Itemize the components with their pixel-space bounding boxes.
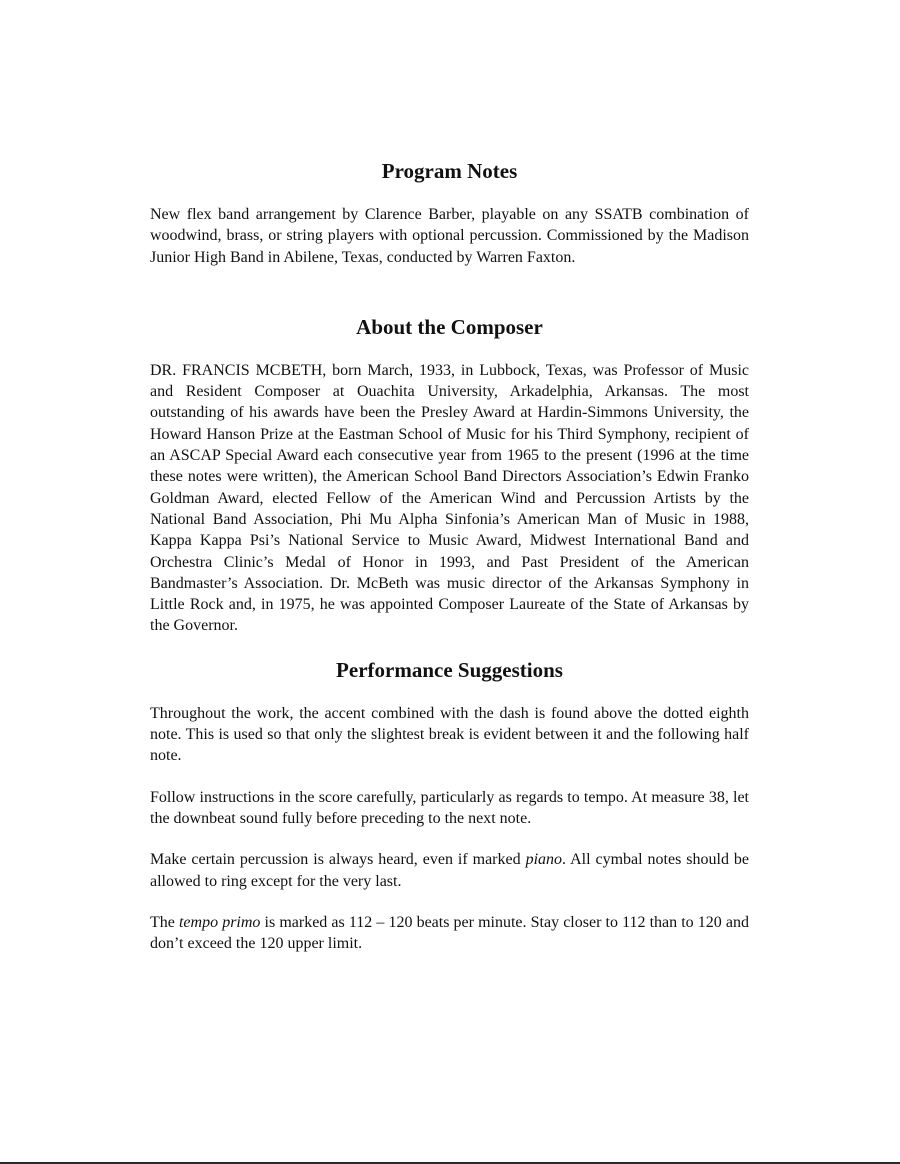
percussion-text-after: . All cymbal notes should be allowed to ring except for the very last. — [150, 851, 750, 890]
about-composer-heading: About the Composer — [356, 314, 543, 339]
about-composer-paragraph: DR. FRANCIS MCBETH, born March, 1933, in Lubbock, Texas, was Professor of Music and Resident Composer at Ouachita University, Arkadelphia, Arkansas. The most outstanding of his awards have been the Presley Award at Hardin-Simmons University, the Howard Hanson Prize at the Eastman School of Music for his Third Symphony, recipient of an ASCAP Special Award each consecutive year from 1965 to the present (1996 at the time these notes were written), the American School Band Directors Association’s Edwin Franko Goldman Award, elected Fellow of the American Wind and Percussion Artists by the National Band Association, Phi Mu Alpha Sinfonia’s American Man of Music in 1988, Kappa Kappa Psi’s National Service to Music Award, Midwest International Band and Orchestra Clinic’s Medal of Honor in 1993, and Past President of the American Bandmaster’s Association. Dr. McBeth was music director of the Arkansas Symphony in Little Rock and, in 1975, he was appointed Composer Laureate of the State of Arkansas by the Governor. — [150, 361, 749, 635]
performance-paragraph-accent: Throughout the work, the accent combined with the dash is found above the dotted eighth note. This is used so that only the slightest break is evident between it and the following half note. — [150, 704, 749, 765]
program-notes-heading: Program Notes — [381, 159, 518, 183]
performance-paragraph-percussion — [150, 849, 749, 892]
percussion-text-before: Make certain percussion is always heard, even if marked — [150, 851, 526, 869]
performance-suggestions-heading: Performance Suggestions — [336, 657, 563, 682]
page-content — [150, 156, 749, 974]
tempo-primo-text-after: is marked as 112 – 120 beats per minute. Stay closer to 112 than to 120 and don’t exceed the 120 upper limit. — [150, 913, 749, 953]
program-notes-paragraph: New flex band arrangement by Clarence Barber, playable on any SSATB combination of woodwind, brass, or string players with optional percussion. Commissioned by the Madison Junior High Band in Abilene, Texas, conducted by Warren Faxton. — [150, 206, 749, 266]
performance-paragraph-tempo: Follow instructions in the score carefully, particularly as regards to tempo. At measure 38, let the downbeat sound fully before preceding to the next note. — [150, 788, 749, 827]
tempo-primo-text-before: The — [150, 913, 179, 931]
percussion-text-italic: piano — [525, 851, 563, 869]
tempo-primo-text-italic: tempo primo — [178, 913, 261, 931]
performance-suggestions-body — [150, 703, 749, 955]
performance-paragraph-tempo-primo — [150, 912, 749, 955]
